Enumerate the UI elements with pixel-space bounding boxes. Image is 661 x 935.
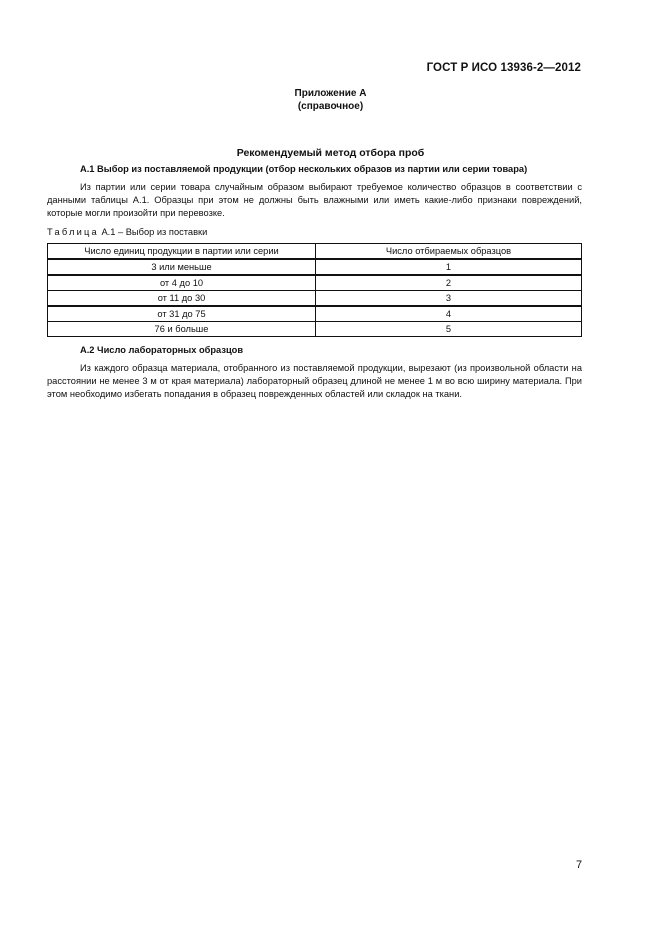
table-header-sample-count: Число отбираемых образцов [316,244,582,260]
table-cell-lot-size: 3 или меньше [48,259,316,275]
table-row [48,259,582,275]
table-caption-text: А.1 – Выбор из поставки [98,227,208,237]
table-row [48,306,582,322]
table-cell-sample-count: 1 [316,259,582,275]
subsection-a1-paragraph: Из партии или серии товара случайным образом выбирают требуемое количество образцов в соответствии с данными таблицы А.1. Образцы при этом не должны быть влажными или иметь какие-либо признаки повреждений, которые могли произойти при перевозке. [47,182,582,218]
table-row [48,322,582,337]
table-caption-word: Таблица [47,227,99,237]
table-cell-sample-count: 3 [316,291,582,307]
document-code: ГОСТ Р ИСО 13936-2—2012 [426,62,581,74]
table-caption [47,227,207,237]
appendix-title: Приложение А [294,88,367,99]
table-cell-lot-size: от 11 до 30 [48,291,316,307]
subsection-a1-heading: А.1 Выбор из поставляемой продукции (отбор нескольких образов из партии или серии товара) [80,164,528,174]
table-row [48,291,582,307]
table-cell-sample-count: 5 [316,322,582,337]
sampling-table [47,243,582,337]
section-title: Рекомендуемый метод отбора проб [236,147,425,159]
page-number: 7 [576,859,583,871]
table-cell-lot-size: 76 и больше [48,322,316,337]
table-cell-sample-count: 2 [316,275,582,291]
table-cell-lot-size: от 31 до 75 [48,306,316,322]
table-cell-lot-size: от 4 до 10 [48,275,316,291]
appendix-subtitle: (справочное) [297,101,364,112]
table-header-lot-size: Число единиц продукции в партии или серии [48,244,316,260]
table-header-row [48,244,582,260]
table-cell-sample-count: 4 [316,306,582,322]
appendix-heading [0,87,661,113]
subsection-a2-paragraph: Из каждого образца материала, отобранного из поставляемой продукции, вырезают (из произвольной области на расстоянии не менее 3 м от края материала) лабораторный образец длиной не менее 1 м во всю ширину материала. При этом необходимо избегать попадания в образец поврежденных областей или складок на ткани. [47,363,582,399]
table-row [48,275,582,291]
subsection-a2-heading: А.2 Число лабораторных образцов [80,345,244,355]
